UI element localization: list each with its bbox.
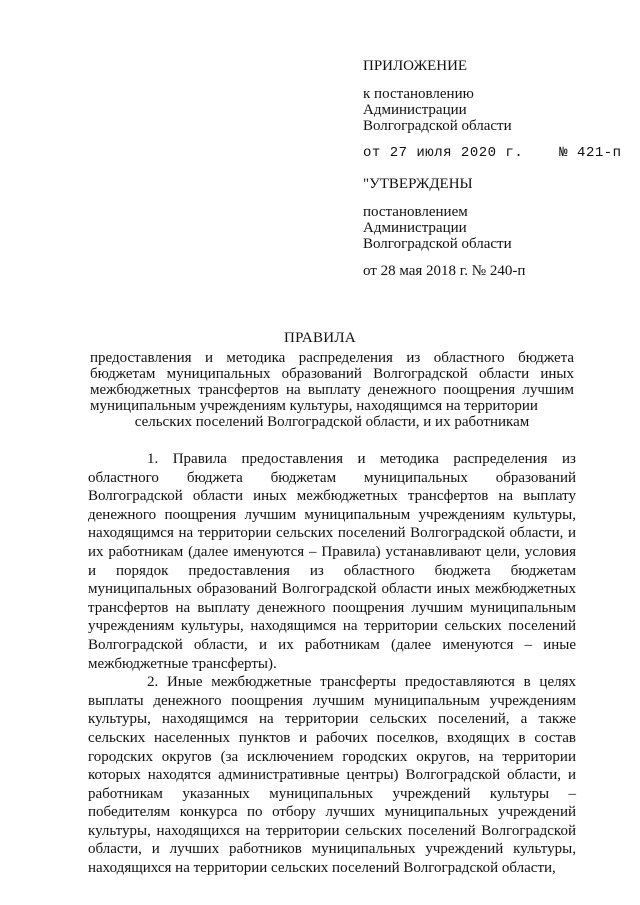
annex-date: от 27 июля 2020 г. [363,145,524,161]
paragraph-1: 1. Правила предоставления и методика распределения из областного бюджета бюджетам муниципальных образований Волгоградской области иных межбюджетных трансфертов на выплату денежного поощрения лучшим муниципальным учреждениям культуры, находящимся на территории сельских поселений Волгоградской области, и их работникам (далее именуются – Правила) устанавливают цели, условия и порядок предоставления из областного бюджета бюджетам муниципальных образований Волгоградской области иных межбюджетных трансфертов на выплату денежного поощрения лучшим муниципальным учреждениям культуры, находящимся на территории сельских поселений Волгоградской области, и их работникам (далее именуются – иные межбюджетные трансферты). [88,451,576,672]
approved-line-2: Администрации [363,220,467,236]
annex-line-3: Волгоградской области [363,118,512,134]
annex-date-line [363,145,623,161]
approved-line-1: постановлением [363,204,468,220]
approved-date: от 28 мая 2018 г. № 240-п [363,263,526,279]
document-subtitle [90,350,574,430]
approved-line-3: Волгоградской области [363,236,512,252]
annex-title: ПРИЛОЖЕНИЕ [363,58,468,74]
annex-line-2: Администрации [363,102,467,118]
annex-line-1: к постановлению [363,86,474,102]
subtitle-last-line: сельских поселений Волгоградской области, и их работникам [134,414,530,430]
annex-number: № 421-п [559,145,622,161]
subtitle-main: предоставления и методика распределения из областного бюджета бюджетам муниципальных образований Волгоградской области иных межбюджетных трансфертов на выплату денежного поощрения лучшим муниципальным учреждениям культуры, находящимся на территории [90,350,574,414]
paragraph-2: 2. Иные межбюджетные трансферты предоставляются в целях выплаты денежного поощрения лучшим муниципальным учреждениям культуры, находящимся на территории сельских поселений, а также сельских населенных пунктов и рабочих поселков, входящих в состав городских округов (за исключением городских округов, на территории которых находятся административные центры) Волгоградской области, и работникам указанных муниципальных учреждений культуры – победителям конкурса по отбору лучших муниципальных учреждений культуры, находящихся на территории сельских поселений Волгоградской области, и лучших работников муниципальных учреждений культуры, находящихся на территории сельских поселений Волгоградской области, [88,674,576,877]
approved-block [363,176,623,279]
document-body [88,450,576,878]
annex-block [363,58,623,161]
document-title: ПРАВИЛА [283,330,357,346]
approved-title: "УТВЕРЖДЕНЫ [363,176,473,192]
